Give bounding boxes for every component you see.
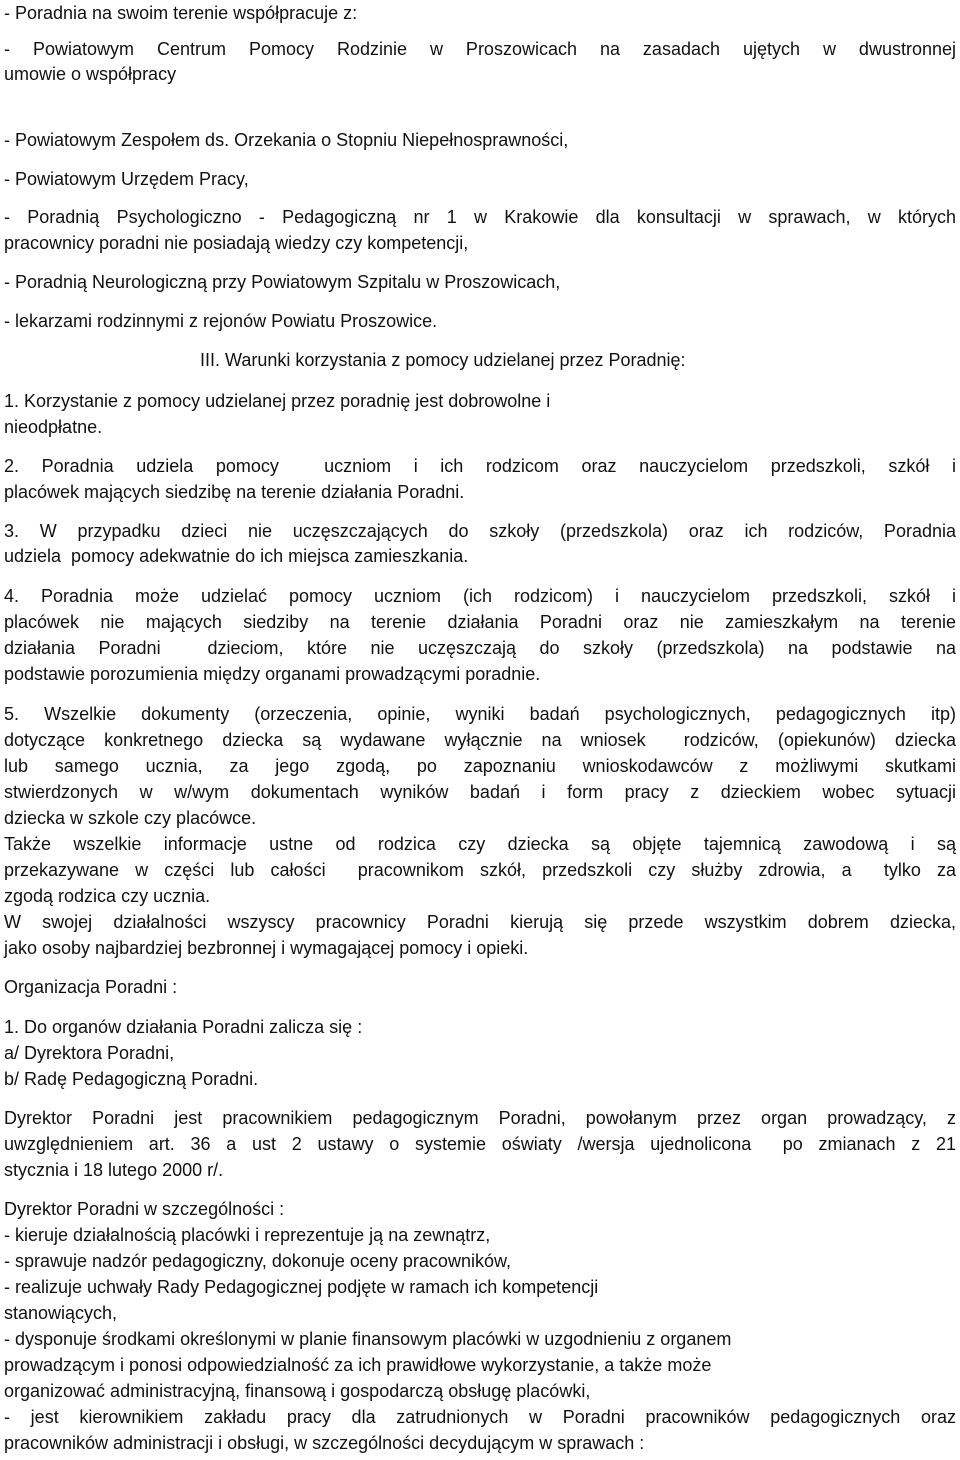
text-line: - lekarzami rodzinnymi z rejonów Powiatu Proszowice. — [4, 311, 438, 331]
text-line: - Powiatowym Zespołem ds. Orzekania o Stopniu Niepełnosprawności, — [4, 130, 569, 150]
text-line: - jest kierownikiem zakładu pracy dla zatrudnionych w Poradni pracowników pedagogicznych oraz — [4, 1407, 956, 1427]
text-line: 5. Wszelkie dokumenty (orzeczenia, opinie, wyniki badań psychologicznych, pedagogicznych itp) — [4, 704, 956, 724]
text-line: 1. Do organów działania Poradni zalicza się : — [4, 1017, 363, 1037]
text-line: stanowiących, — [4, 1303, 118, 1323]
text-line: - sprawuje nadzór pedagogiczny, dokonuje oceny pracowników, — [4, 1251, 511, 1271]
text-line: Dyrektor Poradni jest pracownikiem pedagogicznym Poradni, powołanym przez organ prowadzący, z — [4, 1108, 956, 1128]
section-heading: Organizacja Poradni : — [4, 977, 178, 997]
text-line: organizować administracyjną, finansową i gospodarczą obsługę placówki, — [4, 1381, 591, 1401]
text-line: umowie o współpracy — [4, 64, 177, 84]
text-line: dotyczące konkretnego dziecka są wydawane wyłącznie na wniosek rodziców, (opiekunów) dziecka — [4, 730, 956, 750]
text-line: 3. W przypadku dzieci nie uczęszczających do szkoły (przedszkola) oraz ich rodziców, Poradnia — [4, 521, 956, 541]
text-line: placówek nie mających siedziby na terenie działania Poradni oraz nie zamieszkałym na terenie — [4, 612, 956, 632]
text-line: stycznia i 18 lutego 2000 r/. — [4, 1160, 224, 1180]
text-line: dziecka w szkole czy placówce. — [4, 808, 257, 828]
section-heading: III. Warunki korzystania z pomocy udzielanej przez Poradnię: — [200, 350, 686, 370]
text-line: pracowników administracji i obsługi, w szczególności decydującym w sprawach : — [4, 1433, 645, 1453]
text-line: - kieruje działalnością placówki i reprezentuje ją na zewnątrz, — [4, 1225, 491, 1245]
text-line: - Powiatowym Urzędem Pracy, — [4, 169, 249, 189]
text-line: uwzględnieniem art. 36 a ust 2 ustawy o systemie oświaty /wersja ujednolicona po zmianach z 21 — [4, 1134, 956, 1154]
text-line: udziela pomocy adekwatnie do ich miejsca zamieszkania. — [4, 546, 469, 566]
text-line: Dyrektor Poradni w szczególności : — [4, 1199, 285, 1219]
text-line: nieodpłatne. — [4, 417, 103, 437]
text-line: placówek mających siedzibę na terenie działania Poradni. — [4, 482, 465, 502]
text-line: 1. Korzystanie z pomocy udzielanej przez poradnię jest dobrowolne i — [4, 391, 551, 411]
text-line: stwierdzonych w w/wym dokumentach wyników badań i form pracy z dzieckiem wobec sytuacji — [4, 782, 956, 802]
text-line: pracownicy poradni nie posiadają wiedzy czy kompetencji, — [4, 233, 469, 253]
text-line: lub samego ucznia, za jego zgodą, po zapoznaniu wnioskodawców z możliwymi skutkami — [4, 756, 956, 776]
text-line: Także wszelkie informacje ustne od rodzica czy dziecka są objęte tajemnicą zawodową i są — [4, 834, 956, 854]
text-line: - realizuje uchwały Rady Pedagogicznej podjęte w ramach ich kompetencji — [4, 1277, 599, 1297]
text-line: - Powiatowym Centrum Pomocy Rodzinie w Proszowicach na zasadach ujętych w dwustronnej — [4, 39, 956, 59]
text-line: - dysponuje środkami określonymi w planie finansowym placówki w uzgodnieniu z organem — [4, 1329, 732, 1349]
text-line: - Poradnia na swoim terenie współpracuje z: — [4, 3, 358, 23]
text-line: b/ Radę Pedagogiczną Poradni. — [4, 1069, 259, 1089]
text-line: prowadzącym i ponosi odpowiedzialność za ich prawidłowe wykorzystanie, a także może — [4, 1355, 712, 1375]
text-line: 2. Poradnia udziela pomocy uczniom i ich rodzicom oraz nauczycielom przedszkoli, szkół i — [4, 456, 956, 476]
text-line: jako osoby najbardziej bezbronnej i wymagającej pomocy i opieki. — [4, 938, 529, 958]
text-line: 4. Poradnia może udzielać pomocy uczniom (ich rodzicom) i nauczycielom przedszkoli, szkół i — [4, 586, 956, 606]
text-line: a/ Dyrektora Poradni, — [4, 1043, 175, 1063]
text-line: zgodą rodzica czy ucznia. — [4, 886, 211, 906]
text-line: podstawie porozumienia między organami prowadzącymi poradnie. — [4, 664, 541, 684]
text-line: W swojej działalności wszyscy pracownicy Poradni kierują się przede wszystkim dobrem dziecka, — [4, 912, 956, 932]
text-line: działania Poradni dzieciom, które nie uczęszczają do szkoły (przedszkola) na podstawie na — [4, 638, 956, 658]
text-line: - Poradnią Neurologiczną przy Powiatowym Szpitalu w Proszowicach, — [4, 272, 561, 292]
text-line: przekazywane w części lub całości pracownikom szkół, przedszkoli czy służby zdrowia, a tylko za — [4, 860, 956, 880]
text-line: - Poradnią Psychologiczno - Pedagogiczną nr 1 w Krakowie dla konsultacji w sprawach, w których — [4, 207, 956, 227]
